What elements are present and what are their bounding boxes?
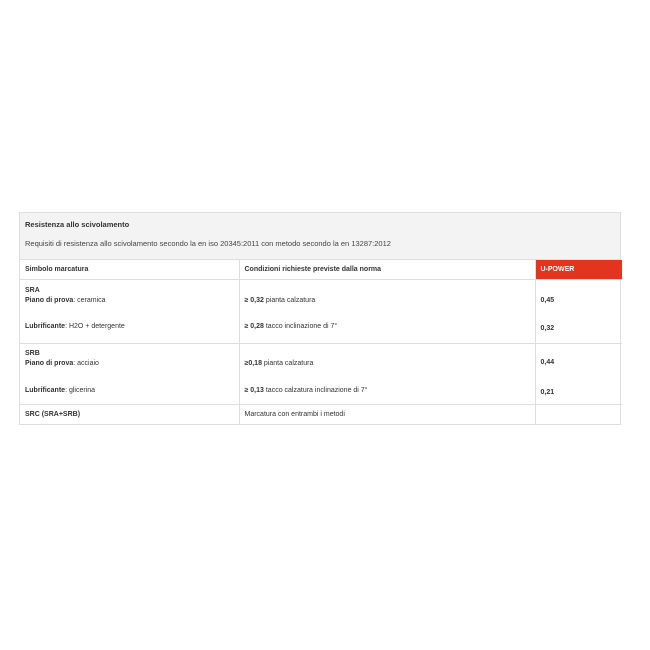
src-result — [535, 405, 622, 425]
src-conditions: Marcatura con entrambi i metodi — [239, 405, 535, 425]
srb-lubricant-cell — [20, 369, 239, 405]
srb-cond2-text: tacco calzatura inclinazione di 7° — [263, 387, 368, 394]
sra-code: SRA — [25, 287, 40, 294]
srb-cond1-cell — [239, 344, 535, 370]
srb-result1: 0,44 — [535, 344, 622, 370]
header-symbol: Simbolo marcatura — [20, 260, 239, 280]
srb-cond1-value: ≥0,18 — [244, 360, 262, 367]
table-row — [20, 405, 622, 425]
srb-symbol-cell — [20, 344, 239, 370]
srb-test-value: : acciaio — [73, 360, 99, 367]
header-conditions: Condizioni richieste previste dalla norma — [239, 260, 535, 280]
sra-cond1-text: pianta calzatura — [263, 297, 316, 304]
srb-lubricant-label: Lubrificante — [25, 387, 66, 394]
sra-cond2-value: ≥ 0,28 — [244, 323, 264, 330]
slip-resistance-panel — [19, 212, 621, 425]
sra-lubricant-label: Lubrificante — [25, 323, 66, 330]
sra-lubricant-cell — [20, 306, 239, 344]
srb-test-label: Piano di prova — [25, 360, 74, 367]
table-row — [20, 306, 622, 344]
slip-resistance-table — [20, 260, 622, 424]
panel-description: Requisiti di resistenza allo scivolamento secondo la en iso 20345:2011 con metodo secondo la en 13287:2012 — [25, 239, 391, 248]
sra-cond2-text: tacco inclinazione di 7° — [263, 323, 338, 330]
sra-lubricant-value: : H2O + detergente — [65, 323, 125, 330]
srb-cond1-text: pianta calzatura — [261, 360, 314, 367]
sra-test-label: Piano di prova — [25, 297, 74, 304]
table-row — [20, 369, 622, 405]
sra-cond1-value: ≥ 0,32 — [244, 297, 264, 304]
sra-symbol-cell — [20, 280, 239, 307]
sra-cond2-cell — [239, 306, 535, 344]
sra-result1: 0,45 — [535, 280, 622, 307]
srb-lubricant-value: : glicerina — [65, 387, 96, 394]
sra-test-value: : ceramica — [73, 297, 106, 304]
srb-cond2-value: ≥ 0,13 — [244, 387, 264, 394]
table-header-row — [20, 260, 622, 280]
sra-cond1-cell — [239, 280, 535, 307]
srb-result2: 0,21 — [535, 369, 622, 405]
sra-result2: 0,32 — [535, 306, 622, 344]
table-row — [20, 344, 622, 370]
src-code-cell — [20, 405, 239, 425]
header-brand: U-POWER — [535, 260, 622, 280]
panel-title: Resistenza allo scivolamento — [25, 220, 130, 229]
panel-header — [20, 213, 620, 260]
table-row — [20, 280, 622, 307]
src-code: SRC (SRA+SRB) — [25, 410, 81, 418]
srb-code: SRB — [25, 350, 40, 357]
srb-cond2-cell — [239, 369, 535, 405]
